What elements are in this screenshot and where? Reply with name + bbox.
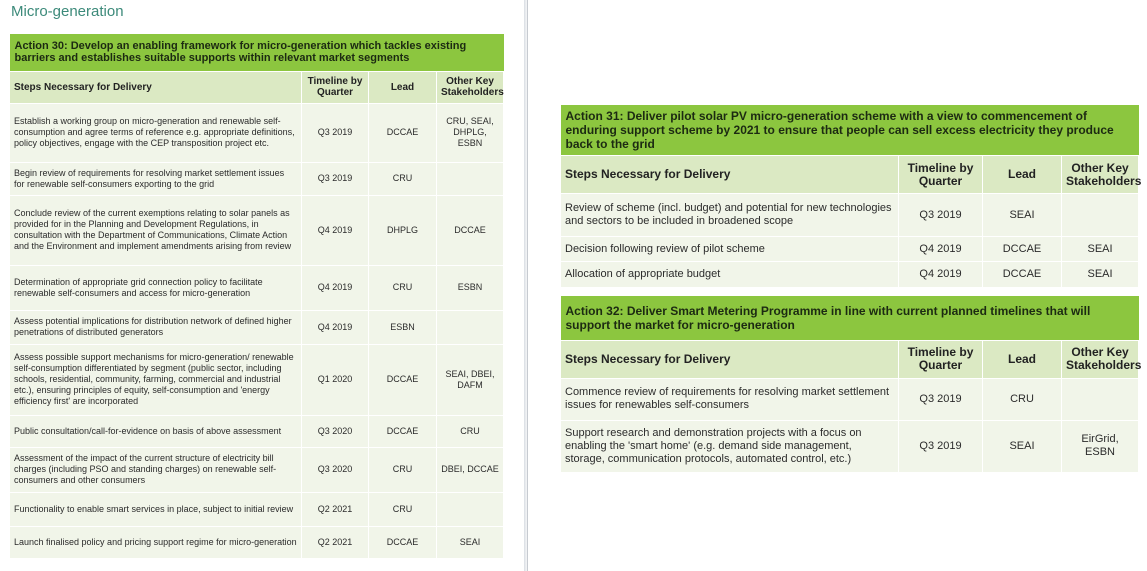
section-title: Micro-generation <box>11 3 124 20</box>
left-page <box>0 0 524 571</box>
step-cell: Assess possible support mechanisms for micro-generation/ renewable self-consumption differentiated by segment (public sector, including schools, residential, community, farming, commercial and industrial etc.), ensuring principles of equity, self-consumption and 'energy efficiency first' are incorporated <box>10 344 302 415</box>
lead-cell: DCCAE <box>983 262 1062 287</box>
timeline-cell: Q4 2019 <box>302 310 369 344</box>
header-timeline: Timeline by Quarter <box>302 71 369 103</box>
lead-cell: DCCAE <box>369 526 437 558</box>
header-steps: Steps Necessary for Delivery <box>561 156 899 194</box>
header-timeline: Timeline by Quarter <box>899 156 983 194</box>
action-30-table <box>9 34 504 558</box>
lead-cell: DCCAE <box>369 415 437 447</box>
lead-cell: CRU <box>983 378 1062 420</box>
lead-cell: CRU <box>369 265 437 310</box>
timeline-cell: Q3 2019 <box>899 378 983 420</box>
timeline-cell: Q3 2020 <box>302 447 369 492</box>
header-stakeholders: Other Key Stakeholders <box>1062 340 1139 378</box>
step-cell: Assess potential implications for distribution network of defined higher penetrations of distributed generators <box>10 310 302 344</box>
stakeholders-cell: DBEI, DCCAE <box>437 447 504 492</box>
header-lead: Lead <box>369 71 437 103</box>
table-row <box>10 310 504 344</box>
lead-cell: DCCAE <box>983 237 1062 262</box>
lead-cell: CRU <box>369 447 437 492</box>
header-stakeholders: Other Key Stakeholders <box>1062 156 1139 194</box>
timeline-cell: Q4 2019 <box>899 262 983 287</box>
lead-cell: DCCAE <box>369 344 437 415</box>
step-cell: Determination of appropriate grid connection policy to facilitate renewable self-consumers and access for micro-generation <box>10 265 302 310</box>
step-cell: Launch finalised policy and pricing support regime for micro-generation <box>10 526 302 558</box>
stakeholders-cell <box>1062 378 1139 420</box>
table-row <box>10 492 504 526</box>
lead-cell: CRU <box>369 162 437 195</box>
header-lead: Lead <box>983 156 1062 194</box>
stakeholders-cell <box>1062 194 1139 237</box>
timeline-cell: Q4 2019 <box>899 237 983 262</box>
lead-cell: DHPLG <box>369 195 437 265</box>
action-title: Action 32: Deliver Smart Metering Programme in line with current planned timelines that will support the market for micro-generation <box>561 296 1139 340</box>
header-stakeholders: Other Key Stakeholders <box>437 71 504 103</box>
stakeholders-cell: EirGrid, ESBN <box>1062 420 1139 472</box>
stakeholders-cell: SEAI <box>437 526 504 558</box>
timeline-cell: Q4 2019 <box>302 195 369 265</box>
stakeholders-cell: CRU <box>437 415 504 447</box>
table-row <box>10 526 504 558</box>
stakeholders-cell: CRU, SEAI, DHPLG, ESBN <box>437 103 504 162</box>
header-steps: Steps Necessary for Delivery <box>561 340 899 378</box>
timeline-cell: Q3 2019 <box>899 420 983 472</box>
step-cell: Functionality to enable smart services in place, subject to initial review <box>10 492 302 526</box>
stakeholders-cell: SEAI <box>1062 262 1139 287</box>
header-timeline: Timeline by Quarter <box>899 340 983 378</box>
timeline-cell: Q3 2020 <box>302 415 369 447</box>
step-cell: Public consultation/call-for-evidence on basis of above assessment <box>10 415 302 447</box>
step-cell: Conclude review of the current exemptions relating to solar panels as provided for in the Planning and Development Regulations, in consultation with the Department of Communications, Climate Action and the Environment and implement amendments arising from review <box>10 195 302 265</box>
step-cell: Allocation of appropriate budget <box>561 262 899 287</box>
step-cell: Commence review of requirements for resolving market settlement issues for renewables self-consumers <box>561 378 899 420</box>
table-row <box>561 194 1139 237</box>
table-row <box>10 344 504 415</box>
table-row <box>10 162 504 195</box>
timeline-cell: Q2 2021 <box>302 526 369 558</box>
header-steps: Steps Necessary for Delivery <box>10 71 302 103</box>
lead-cell: ESBN <box>369 310 437 344</box>
action-title: Action 30: Develop an enabling framework for micro-generation which tackles existing barriers and establishes suitable supports within relevant market segments <box>10 34 504 71</box>
action-title: Action 31: Deliver pilot solar PV micro-generation scheme with a view to commencement of enduring support scheme by 2021 to ensure that people can sell excess electricity they produce back to the grid <box>561 105 1139 156</box>
table-row <box>10 447 504 492</box>
table-row <box>561 237 1139 262</box>
lead-cell: SEAI <box>983 194 1062 237</box>
stakeholders-cell <box>437 162 504 195</box>
timeline-cell: Q2 2021 <box>302 492 369 526</box>
table-row <box>10 265 504 310</box>
stakeholders-cell: ESBN <box>437 265 504 310</box>
timeline-cell: Q3 2019 <box>302 162 369 195</box>
stakeholders-cell <box>437 310 504 344</box>
action-32-table <box>560 296 1142 472</box>
table-row <box>10 415 504 447</box>
stakeholders-cell: DCCAE <box>437 195 504 265</box>
stakeholders-cell: SEAI <box>1062 237 1139 262</box>
step-cell: Decision following review of pilot scheme <box>561 237 899 262</box>
timeline-cell: Q3 2019 <box>899 194 983 237</box>
header-lead: Lead <box>983 340 1062 378</box>
step-cell: Review of scheme (incl. budget) and potential for new technologies and sectors to be included in broadened scope <box>561 194 899 237</box>
step-cell: Support research and demonstration projects with a focus on enabling the 'smart home' (e.g. demand side management, storage, communication protocols, automated control, etc.) <box>561 420 899 472</box>
lead-cell: DCCAE <box>369 103 437 162</box>
step-cell: Assessment of the impact of the current structure of electricity bill charges (including PSO and standing charges) on renewable self-consumers and other consumers <box>10 447 302 492</box>
timeline-cell: Q3 2019 <box>302 103 369 162</box>
step-cell: Establish a working group on micro-generation and renewable self-consumption and agree terms of reference e.g. appropriate definitions, policy objectives, engage with the CEP transposition project etc. <box>10 103 302 162</box>
table-row <box>10 103 504 162</box>
table-row <box>561 420 1139 472</box>
lead-cell: CRU <box>369 492 437 526</box>
table-row <box>561 262 1139 287</box>
lead-cell: SEAI <box>983 420 1062 472</box>
table-row <box>561 378 1139 420</box>
stakeholders-cell <box>437 492 504 526</box>
timeline-cell: Q4 2019 <box>302 265 369 310</box>
step-cell: Begin review of requirements for resolving market settlement issues for renewable self-consumers exporting to the grid <box>10 162 302 195</box>
timeline-cell: Q1 2020 <box>302 344 369 415</box>
table-row <box>10 195 504 265</box>
action-31-table <box>560 105 1142 287</box>
stakeholders-cell: SEAI, DBEI, DAFM <box>437 344 504 415</box>
